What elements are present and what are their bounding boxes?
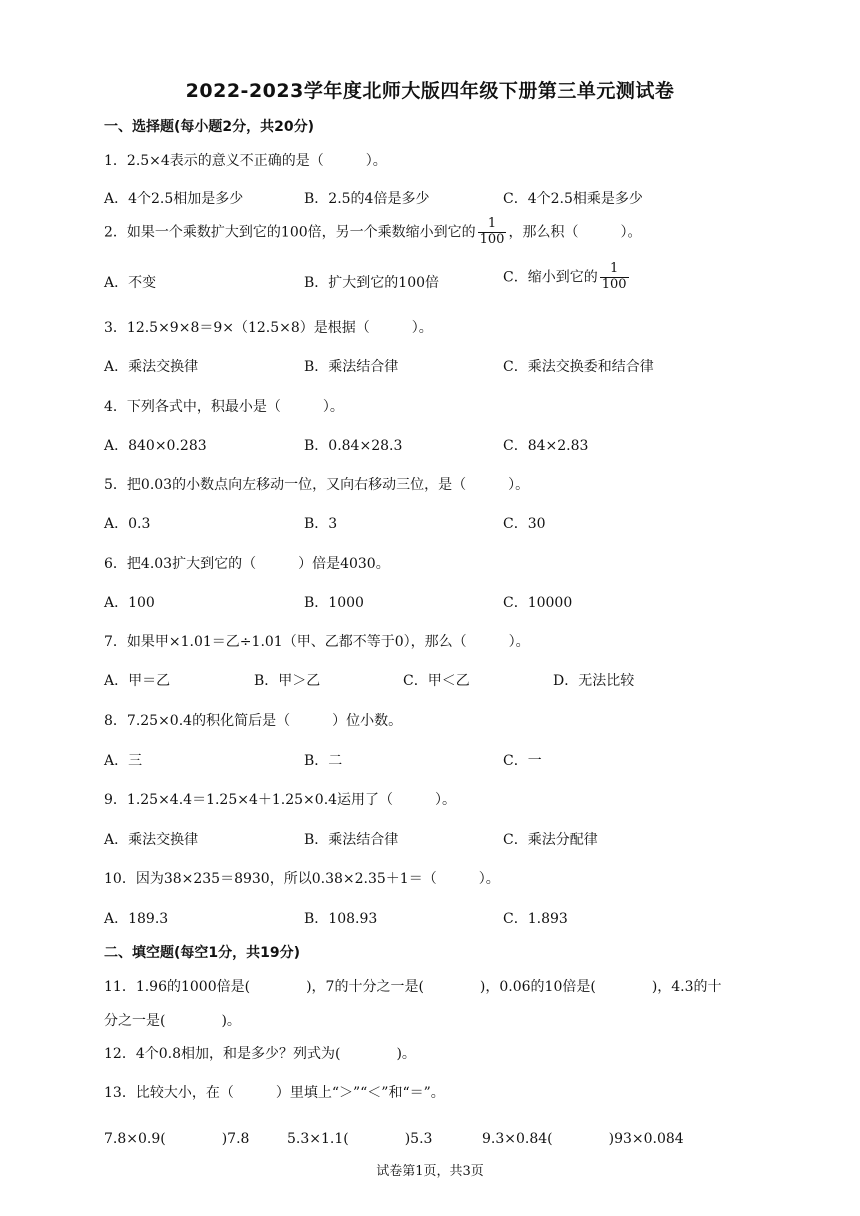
question-10-option-b: B．108.93 [304,911,378,927]
question-2-option-c-text: C．缩小到它的 [503,269,598,286]
question-2-option-c-fraction [600,262,629,293]
section-heading-fill-blank: 二、填空题(每空1分，共19分) [104,945,301,961]
question-13-item-1: 7.8×0.9( )7.8 [104,1131,250,1147]
question-1-option-c: C．4个2.5相乘是多少 [503,191,643,207]
question-1-option-b: B．2.5的4倍是多少 [304,191,430,207]
question-7: 7．如果甲×1.01＝乙÷1.01（甲、乙都不等于0），那么（ ）。 [104,634,530,650]
question-8: 8．7.25×0.4的积化简后是（ ）位小数。 [104,713,403,729]
question-11-line-1: 11．1.96的1000倍是( )，7的十分之一是( )，0.06的10倍是( )，4.3的十 [104,979,722,995]
question-13: 13．比较大小，在（ ）里填上“＞”“＜”和“＝”。 [104,1085,445,1101]
question-8-option-c: C．一 [503,753,542,769]
question-11-line-2: 分之一是( )。 [104,1013,241,1029]
question-2 [104,217,641,248]
question-1: 1．2.5×4表示的意义不正确的是（ ）。 [104,153,387,169]
page-footer: 试卷第1页，共3页 [376,1164,484,1179]
question-9-option-b: B．乘法结合律 [304,832,399,848]
question-5-option-b: B．3 [304,516,338,532]
question-12: 12．4个0.8相加，和是多少？列式为( )。 [104,1046,416,1062]
question-6: 6．把4.03扩大到它的（ ）倍是4030。 [104,556,390,572]
question-6-option-c: C．10000 [503,595,573,611]
exam-title: 2022-2023学年度北师大版四年级下册第三单元测试卷 [185,80,675,102]
question-7-option-b: B．甲＞乙 [254,673,321,689]
fraction-denominator: 100 [479,231,505,247]
question-3-option-b: B．乘法结合律 [304,359,399,375]
question-1-option-a: A．4个2.5相加是多少 [104,191,244,207]
question-2-option-a: A．不变 [104,275,157,291]
question-4-option-b: B．0.84×28.3 [304,438,403,454]
question-5-option-a: A．0.3 [104,516,151,532]
question-9-option-c: C．乘法分配律 [503,832,598,848]
question-8-option-a: A．三 [104,753,143,769]
question-2-fraction [478,217,507,248]
question-2-text-after: ，那么积（ ）。 [508,224,642,241]
question-13-item-2: 5.3×1.1( )5.3 [287,1131,433,1147]
question-7-option-a: A．甲＝乙 [104,673,171,689]
question-2-text-before: 2．如果一个乘数扩大到它的100倍，另一个乘数缩小到它的 [104,224,476,241]
question-2-option-c [503,262,631,293]
question-3-option-a: A．乘法交换律 [104,359,199,375]
question-5-option-c: C．30 [503,516,546,532]
question-9: 9．1.25×4.4＝1.25×4＋1.25×0.4运用了（ ）。 [104,792,457,808]
question-7-option-c: C．甲＜乙 [403,673,470,689]
question-8-option-b: B．二 [304,753,343,769]
question-6-option-b: B．1000 [304,595,364,611]
question-4: 4．下列各式中，积最小是（ ）。 [104,399,344,415]
section-heading-choice: 一、选择题(每小题2分，共20分) [104,119,315,135]
question-4-option-a: A．840×0.283 [104,438,207,454]
question-3: 3．12.5×9×8＝9×（12.5×8）是根据（ ）。 [104,320,433,336]
question-5: 5．把0.03的小数点向左移动一位，又向右移动三位，是（ ）。 [104,477,530,493]
question-10: 10．因为38×235＝8930，所以0.38×2.35＋1＝（ ）。 [104,871,500,887]
fraction-denominator: 100 [601,276,627,292]
question-9-option-a: A．乘法交换律 [104,832,199,848]
question-2-option-b: B．扩大到它的100倍 [304,275,440,291]
question-10-option-c: C．1.893 [503,911,568,927]
question-7-option-d: D．无法比较 [553,673,635,689]
question-13-item-3: 9.3×0.84( )93×0.084 [482,1131,684,1147]
question-6-option-a: A．100 [104,595,155,611]
fraction-numerator: 1 [478,217,507,233]
question-4-option-c: C．84×2.83 [503,438,589,454]
question-10-option-a: A．189.3 [104,911,169,927]
question-3-option-c: C．乘法交换委和结合律 [503,359,654,375]
fraction-numerator: 1 [600,262,629,278]
